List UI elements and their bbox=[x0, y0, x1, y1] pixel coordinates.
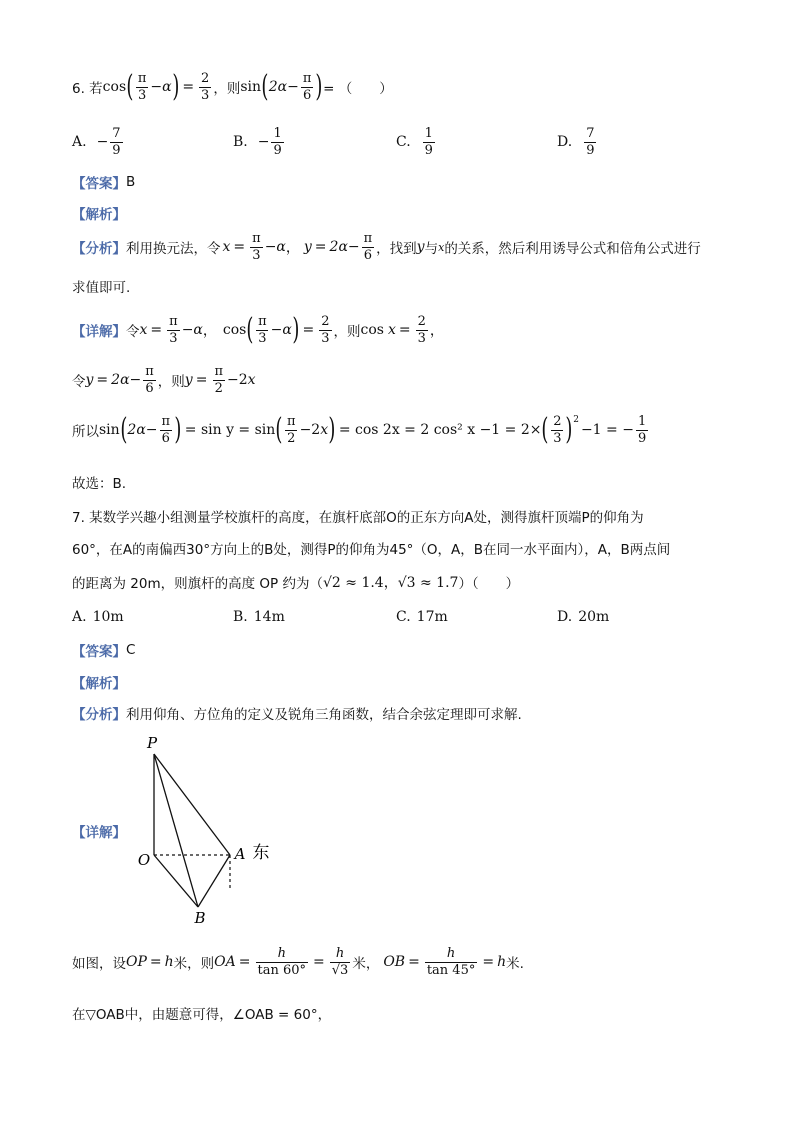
h-over-sqrt3: $\frac{h}{√3}$ bbox=[331, 946, 349, 978]
option-text: 20m bbox=[578, 609, 610, 625]
option-sign: − bbox=[96, 134, 109, 151]
option-label: C. bbox=[396, 609, 411, 625]
edge-ab bbox=[198, 855, 230, 907]
cos-fn: cos bbox=[102, 79, 127, 96]
paren-close-2: ) bbox=[315, 69, 323, 105]
paren-close: ) bbox=[292, 312, 300, 348]
detail-text: 令 bbox=[72, 374, 86, 391]
pi-over-6: $\frac{\pi}{6}$ bbox=[363, 231, 373, 263]
q6-option-c[interactable] bbox=[396, 127, 437, 157]
two-alpha: 2α− bbox=[268, 79, 299, 96]
detail-text: 如图，设 bbox=[72, 956, 126, 973]
pi-over-2: $\frac{\pi}{2}$ bbox=[287, 414, 296, 446]
q7-stem-3 bbox=[72, 572, 519, 592]
q6-option-a[interactable] bbox=[72, 127, 125, 157]
detail-text: 令 bbox=[126, 324, 140, 341]
option-label: D. bbox=[557, 609, 573, 625]
option-label: B. bbox=[233, 609, 248, 625]
choose-text: 故选：B. bbox=[72, 476, 127, 492]
option-label: B. bbox=[233, 134, 248, 151]
label-b: B bbox=[194, 909, 206, 927]
pi-over-3: $\frac{\pi}{3}$ bbox=[137, 71, 147, 103]
paren-open: ( bbox=[120, 412, 128, 448]
q6-analysis-line bbox=[72, 203, 126, 223]
detail-tag: 【详解】 bbox=[72, 825, 126, 841]
option-fraction: $\frac{7}{9}$ bbox=[112, 126, 121, 158]
label-p: P bbox=[146, 734, 158, 752]
answer-tag: 【答案】 bbox=[72, 176, 126, 192]
paren-open: ( bbox=[275, 412, 283, 448]
q7-detail-line2: 如图，设 OP = h 米，则 OA = $\frac{h}{\tan 60^\circ}$ = $\frac{h}{√3}$ 米， OB = $\frac{h}{\tan 45^\circ}$ = h 米. bbox=[72, 946, 524, 978]
q6-detail-line: 【详解】 令 x = $\frac{\pi}{3}$ −α ， cos ( $\frac{\pi}{3}$ −α ) = $\frac{2}{3}$ ，则 cos x = $\frac{2}{3}$ ， bbox=[72, 312, 444, 348]
two-thirds: $\frac{2}{3}$ bbox=[321, 314, 330, 346]
q6-fenxi-line: 【分析】 利用换元法，令 x = $\frac{\pi}{3}$ −α ， y = 2α− $\frac{\pi}{6}$ ，找到 y 与 x 的关系，然后利用诱导公式和倍角公式进行 bbox=[72, 231, 701, 263]
q6-answer-line bbox=[72, 172, 135, 192]
option-text: 14m bbox=[253, 609, 285, 625]
answer-value: C bbox=[126, 642, 136, 658]
detail-text-b: ，则 bbox=[333, 324, 361, 341]
detail-text-b: 米，则 bbox=[173, 956, 215, 973]
paren-open: ( bbox=[246, 312, 254, 348]
q7-detail-line bbox=[72, 821, 126, 841]
q7-stem-text: 60°，在A的南偏西30°方向上的B处，测得P的仰角为45°（O，A，B在同一水平面内），A，B两点间 bbox=[72, 542, 671, 558]
edge-pa bbox=[154, 754, 230, 855]
q7-stem-text: ）（ ） bbox=[458, 576, 520, 592]
paren-open: ( bbox=[541, 412, 549, 448]
option-label: A. bbox=[72, 609, 87, 625]
q7-answer-line bbox=[72, 640, 135, 660]
q7-stem-text: 的距离为 20m，则旗杆的高度 OP 约为（ bbox=[72, 576, 323, 592]
q7-stem-text: 7. 某数学兴趣小组测量学校旗杆的高度，在旗杆底部O的正东方向A处，测得旗杆顶端P的仰角为 bbox=[72, 510, 644, 526]
detail-text: 在▽OAB中，由题意可得，∠OAB = 60°， bbox=[72, 1007, 332, 1023]
detail-text-d: 米. bbox=[506, 956, 524, 973]
q6-stem-then: ，则 bbox=[213, 81, 241, 98]
q7-option-a[interactable] bbox=[72, 609, 124, 625]
minus-alpha: −α bbox=[150, 79, 172, 96]
q7-approx: √2 ≈ 1.4，√3 ≈ 1.7 bbox=[322, 575, 459, 591]
pi-over-2: $\frac{\pi}{2}$ bbox=[214, 364, 223, 396]
sin-fn: sin bbox=[240, 79, 262, 96]
h-over-tan60: $\frac{h}{\tan 60^\circ}$ bbox=[257, 946, 307, 978]
fenxi-tag: 【分析】 bbox=[72, 707, 126, 723]
one-ninth: $\frac{1}{9}$ bbox=[637, 414, 647, 446]
paren-close: ) bbox=[328, 412, 336, 448]
answer-tag: 【答案】 bbox=[72, 644, 126, 660]
fenxi-tag: 【分析】 bbox=[72, 241, 126, 258]
h-over-tan45: $\frac{h}{\tan 45^\circ}$ bbox=[426, 946, 476, 978]
edge-pb bbox=[154, 754, 198, 907]
pi-over-6: $\frac{\pi}{6}$ bbox=[302, 71, 312, 103]
option-fraction: $\frac{1}{9}$ bbox=[273, 126, 282, 158]
q6-detail-line3: 所以 sin ( 2α− $\frac{\pi}{6}$ ) = sin y = sin ( $\frac{\pi}{2}$ −2 x ) = cos 2x = 2 cos² x −1 = 2× ( $\frac{2}{3}$ ) $^2$ −1 = − $\frac{1}{9}$ bbox=[72, 412, 647, 448]
pi-over-3: $\frac{\pi}{3}$ bbox=[169, 314, 178, 346]
q7-analysis-line bbox=[72, 672, 126, 692]
option-fraction: $\frac{1}{9}$ bbox=[424, 126, 433, 158]
q6-stem-text: 6. 若 bbox=[72, 81, 103, 98]
detail-text: 所以 bbox=[72, 424, 99, 441]
q6-choose bbox=[72, 472, 126, 492]
detail-tag: 【详解】 bbox=[72, 324, 126, 341]
option-fraction: $\frac{7}{9}$ bbox=[586, 126, 595, 158]
expr-b: = cos 2x = 2 cos² x −1 = 2× bbox=[338, 422, 542, 439]
label-o: O bbox=[137, 851, 151, 869]
option-sign: − bbox=[257, 134, 270, 151]
expr-a: = sin y = sin bbox=[184, 422, 276, 439]
q7-option-d[interactable] bbox=[557, 609, 609, 625]
q7-stem-2 bbox=[72, 538, 670, 558]
analysis-tag: 【解析】 bbox=[72, 676, 126, 692]
two-thirds: $\frac{2}{3}$ bbox=[553, 414, 562, 446]
edge-ob bbox=[154, 855, 198, 907]
fenxi-text-e: 求值即可. bbox=[72, 280, 131, 296]
pi-over-3: $\frac{\pi}{3}$ bbox=[258, 314, 267, 346]
fenxi-text: 利用仰角、方位角的定义及锐角三角函数，结合余弦定理即可求解. bbox=[126, 707, 522, 723]
detail-text-c: 米， bbox=[352, 956, 380, 973]
option-text: 17m bbox=[416, 609, 448, 625]
detail-text-b: ，则 bbox=[157, 374, 185, 391]
fenxi-text-b: ，找到 bbox=[376, 241, 417, 258]
q7-option-b[interactable] bbox=[233, 609, 285, 625]
pi-over-3: $\frac{\pi}{3}$ bbox=[252, 231, 261, 263]
q6-option-b[interactable] bbox=[233, 127, 286, 157]
q6-option-d[interactable] bbox=[557, 127, 598, 157]
paren-close: ) bbox=[565, 412, 573, 448]
q6-fenxi-line2 bbox=[72, 276, 130, 296]
paren-close: ) bbox=[171, 69, 179, 105]
paren-close: ) bbox=[174, 412, 182, 448]
q7-stem-1 bbox=[72, 506, 644, 526]
q7-detail-line3 bbox=[72, 1003, 331, 1023]
option-text: 10m bbox=[92, 609, 124, 625]
option-label: D. bbox=[557, 134, 573, 151]
q7-fenxi-line bbox=[72, 703, 522, 723]
q7-option-c[interactable] bbox=[396, 609, 448, 625]
q6-detail-line2: 令 y = 2α− $\frac{\pi}{6}$ ，则 y = $\frac{\pi}{2}$ − 2 x bbox=[72, 364, 256, 396]
expr-c: −1 = − bbox=[580, 422, 634, 439]
equals: = bbox=[182, 79, 195, 96]
option-label: C. bbox=[396, 134, 411, 151]
pyramid-figure bbox=[130, 730, 290, 930]
label-a: A bbox=[234, 845, 246, 863]
option-label: A. bbox=[72, 134, 87, 151]
pi-over-6: $\frac{\pi}{6}$ bbox=[145, 364, 154, 396]
pi-over-6: $\frac{\pi}{6}$ bbox=[161, 414, 171, 446]
analysis-tag: 【解析】 bbox=[72, 207, 126, 223]
q6-stem-end: = （ ） bbox=[323, 81, 393, 98]
fenxi-text-c: 与 bbox=[424, 241, 439, 258]
two-thirds: $\frac{2}{3}$ bbox=[417, 314, 426, 346]
label-east: 东 bbox=[252, 843, 270, 863]
var-h: h bbox=[164, 954, 174, 971]
fenxi-text-d: 的关系，然后利用诱导公式和倍角公式进行 bbox=[444, 241, 701, 258]
answer-value: B bbox=[126, 174, 136, 190]
q6-stem bbox=[72, 69, 393, 105]
fenxi-text: 利用换元法，令 bbox=[126, 241, 221, 258]
paren-open: ( bbox=[126, 69, 134, 105]
paren-open-2: ( bbox=[261, 69, 269, 105]
two-thirds: $\frac{2}{3}$ bbox=[201, 71, 210, 103]
